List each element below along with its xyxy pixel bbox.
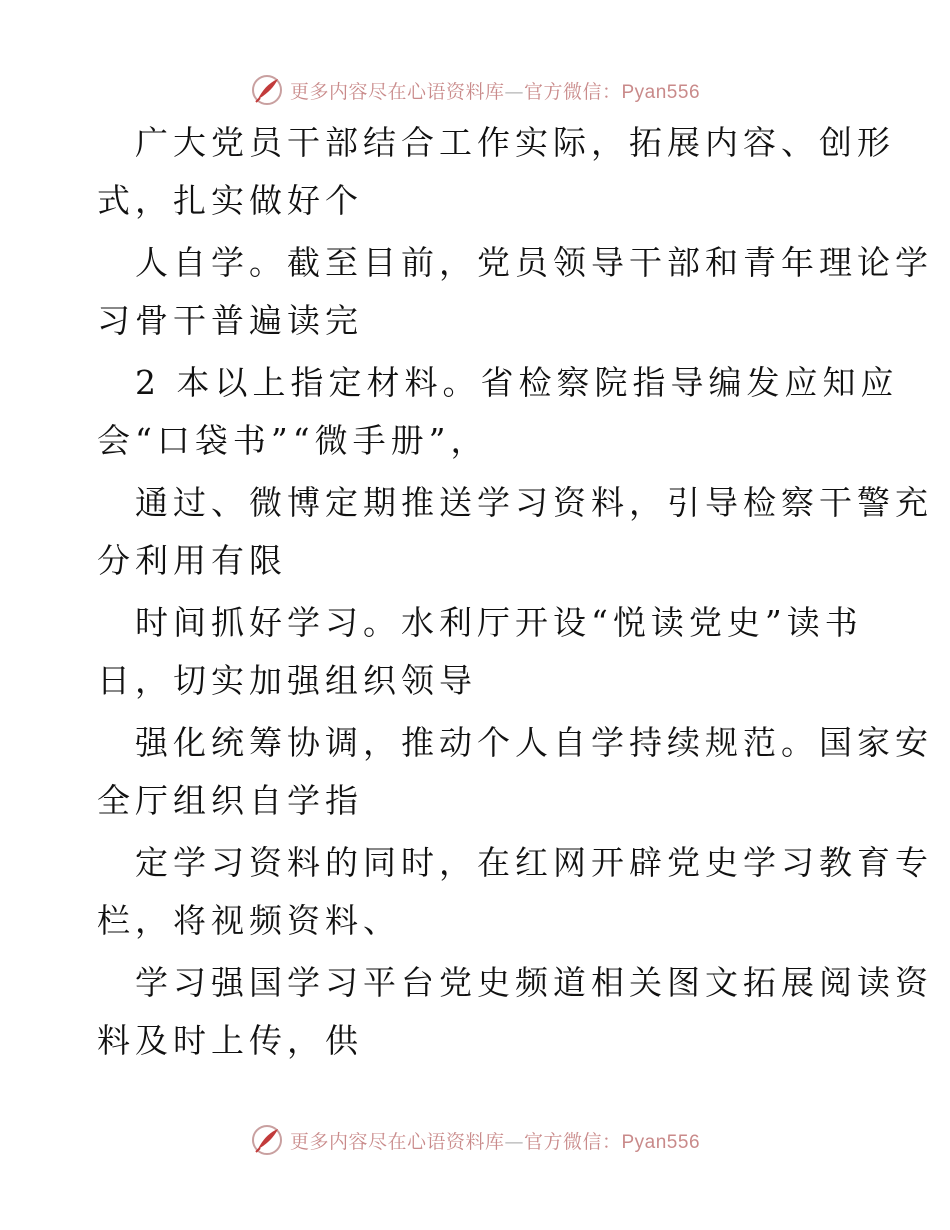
paragraph-1-line-2: 式，扎实做好个 xyxy=(97,181,363,220)
footer-watermark xyxy=(0,1120,950,1160)
watermark-prefix: 更多内容尽在心语资料库 xyxy=(289,1130,505,1153)
watermark-separator: — xyxy=(504,80,524,103)
paragraph-3-line-1: 2 本以上指定材料。省检察院指导编发应知应 xyxy=(135,363,899,402)
watermark-text xyxy=(290,1127,700,1154)
paragraph-7-line-2: 栏，将视频资料、 xyxy=(97,901,401,940)
paragraph-6-line-2: 全厅组织自学指 xyxy=(97,781,363,820)
watermark-text xyxy=(290,77,700,104)
watermark-suffix: 官方微信： xyxy=(523,80,622,103)
paragraph-4-line-1: 通过、微博定期推送学习资料，引导检察干警充 xyxy=(135,483,933,522)
watermark-separator: — xyxy=(504,1130,524,1153)
header-watermark xyxy=(0,70,950,110)
watermark-suffix: 官方微信： xyxy=(523,1130,622,1153)
paragraph-3-line-2: 会“口袋书”“微手册”， xyxy=(97,421,489,460)
watermark-wechat-id: Pyan556 xyxy=(621,81,701,103)
paragraph-4-line-2: 分利用有限 xyxy=(97,541,287,580)
paragraph-7-line-1: 定学习资料的同时，在红网开辟党史学习教育专 xyxy=(135,843,933,882)
paragraph-6-line-1: 强化统筹协调，推动个人自学持续规范。国家安 xyxy=(135,723,933,762)
quill-logo-icon xyxy=(250,73,284,107)
paragraph-8-line-1: 学习强国学习平台党史频道相关图文拓展阅读资 xyxy=(135,963,933,1002)
paragraph-5-line-1: 时间抓好学习。水利厅开设“悦读党史”读书 xyxy=(135,603,863,642)
watermark-wechat-id: Pyan556 xyxy=(621,1131,701,1153)
paragraph-2-line-1: 人自学。截至目前，党员领导干部和青年理论学 xyxy=(135,243,933,282)
paragraph-5-line-2: 日，切实加强组织领导 xyxy=(97,661,477,700)
quill-logo-icon xyxy=(250,1123,284,1157)
paragraph-2-line-2: 习骨干普遍读完 xyxy=(97,301,363,340)
paragraph-8-line-2: 料及时上传，供 xyxy=(97,1021,363,1060)
paragraph-1-line-1: 广大党员干部结合工作实际，拓展内容、创形 xyxy=(135,123,895,162)
watermark-prefix: 更多内容尽在心语资料库 xyxy=(289,80,505,103)
